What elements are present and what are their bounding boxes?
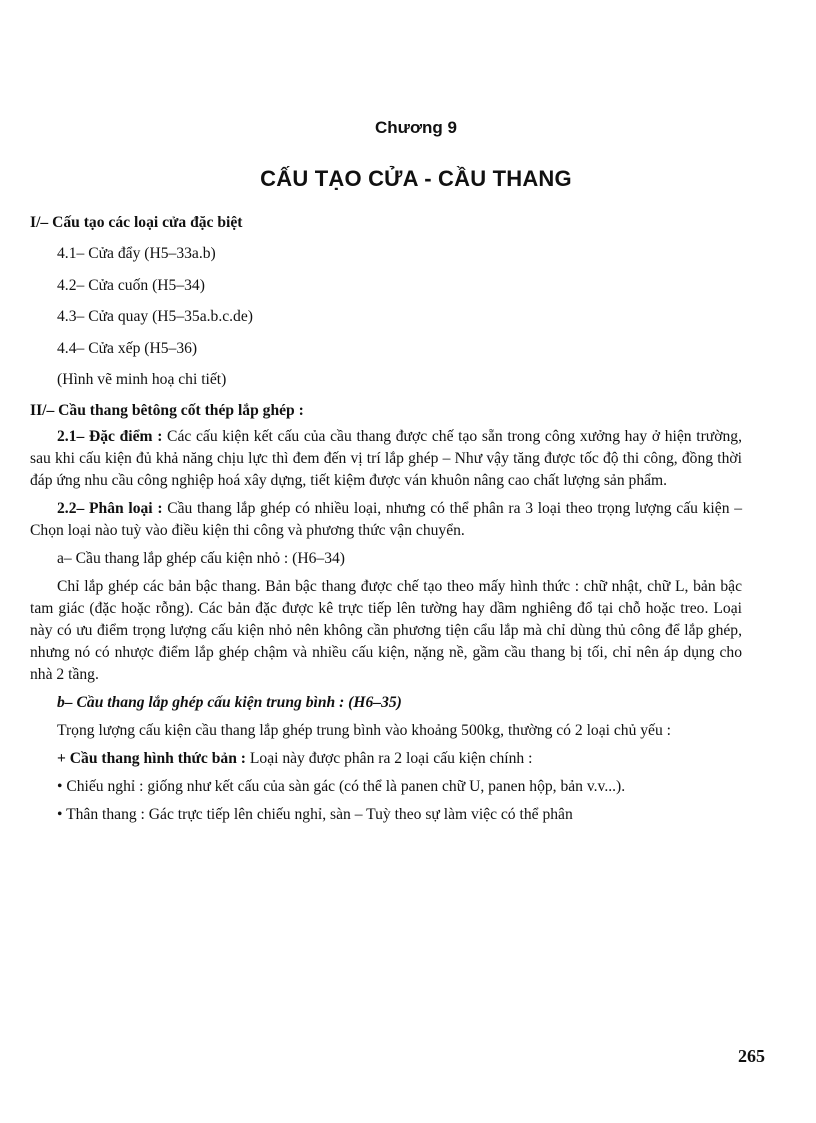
paragraph-text: Cầu thang lắp ghép có nhiều loại, nhưng có thể phân ra 3 loại theo trọng lượng cấu kiện – Chọn loại nào tuỳ vào điều kiện thi công và phương thức vận chuyển. (30, 499, 742, 539)
list-item: 4.4– Cửa xếp (H5–36) (57, 339, 198, 357)
paragraph-label: 2.2– Phân loại : (57, 499, 163, 517)
plus-item (30, 748, 742, 770)
figure-note: (Hình vẽ minh hoạ chi tiết) (57, 371, 227, 388)
section-2-heading: II/– Cầu thang bêtông cốt thép lắp ghép : (30, 401, 304, 419)
paragraph-b: Trọng lượng cấu kiện cầu thang lắp ghép trung bình vào khoảng 500kg, thường có 2 loại chủ yếu : (57, 721, 672, 739)
page-number: 265 (738, 1046, 765, 1066)
paragraph-2-2 (30, 498, 742, 542)
subheading-a: a– Cầu thang lắp ghép cấu kiện nhỏ : (H6–34) (57, 549, 345, 567)
chapter-label: Chương 9 (374, 118, 457, 137)
subheading-b: b– Cầu thang lắp ghép cấu kiện trung bình : (H6–35) (57, 693, 402, 711)
list-item: 4.3– Cửa quay (H5–35a.b.c.de) (57, 308, 253, 325)
section-1-heading: I/– Cấu tạo các loại cửa đặc biệt (30, 214, 243, 231)
list-item: 4.1– Cửa đẩy (H5–33a.b) (57, 245, 216, 262)
paragraph-2-1 (30, 426, 742, 492)
paragraph-a: Chỉ lắp ghép các bản bậc thang. Bản bậc thang được chế tạo theo mấy hình thức : chữ nhật, chữ L, bản bậc tam giác (đặc hoặc rỗng). Các bản đặc được kê trực tiếp lên tường hay dầm nghiêng đổ tại chỗ hoặc treo. Loại này có ưu điểm trọng lượng cấu kiện nhỏ nên không cần phương tiện cẩu lắp mà chỉ dùng thủ công để lắp ghép, nhưng nó có nhược điểm lắp ghép chậm và nhiều cấu kiện, nặng nề, gầm cầu thang bị tối, chỉ nên áp dụng cho nhà 2 tầng. (30, 577, 742, 683)
chapter-title: CẤU TẠO CỬA - CẦU THANG (260, 166, 572, 191)
list-item: 4.2– Cửa cuốn (H5–34) (57, 276, 205, 294)
plus-text: Loại này được phân ra 2 loại cấu kiện chính : (245, 749, 533, 767)
plus-label: + Cầu thang hình thức bản : (57, 749, 246, 767)
bullet-item: • Chiếu nghỉ : giống như kết cấu của sàn gác (có thể là panen chữ U, panen hộp, bản v.v...). (57, 777, 626, 795)
page-body (30, 208, 742, 832)
bullet-item: • Thân thang : Gác trực tiếp lên chiếu nghỉ, sàn – Tuỳ theo sự làm việc có thể phân (57, 805, 573, 823)
paragraph-text: Các cấu kiện kết cấu của cầu thang được chế tạo sẵn trong công xưởng hay ở hiện trường, sau khi cấu kiện đủ khả năng chịu lực thì đem đến vị trí lắp ghép – Như vậy tăng được tốc độ thi công, đồng thời đáp ứng nhu cầu công nghiệp hoá xây dựng, tiết kiệm được ván khuôn nâng cao chất lượng sản phẩm. (30, 427, 742, 489)
paragraph-label: 2.1– Đặc điểm : (57, 427, 163, 445)
